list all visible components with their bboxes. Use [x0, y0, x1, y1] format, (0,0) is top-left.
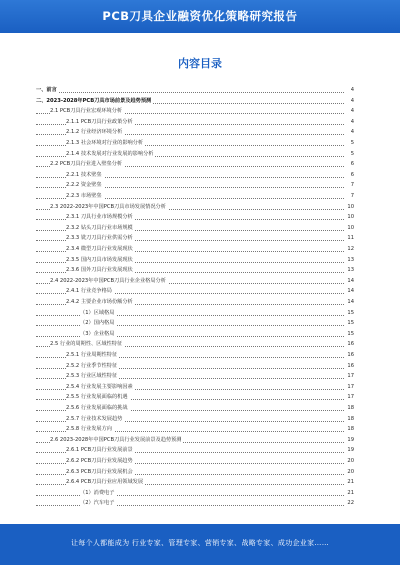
toc-entry-title: 2.4.1 行业竞争格局	[66, 288, 112, 295]
toc-entry-page: 15	[347, 320, 354, 327]
toc-entry-title: 2.5 行业的周期性、区域性特征	[50, 341, 123, 348]
toc-entry-title: 2.1.3 社会环境对行业的影响分析	[66, 140, 144, 146]
toc-entry[interactable]	[36, 287, 354, 296]
toc-entry[interactable]	[36, 277, 354, 286]
toc-entry-page: 6	[350, 161, 354, 168]
toc-entry-title: 2.1 PCB刀具行业宏观环境分析	[50, 108, 123, 115]
toc-entry-title: 2.3.6 国外刀具行业发展现状	[66, 267, 133, 274]
toc-entry-page: 13	[347, 267, 354, 274]
toc-entry[interactable]	[36, 203, 354, 212]
toc-entry-title: 2.1.2 行业经济环境分析	[66, 129, 123, 136]
toc-entry[interactable]	[36, 213, 354, 222]
report-title: PCB刀具企业融资优化策略研究报告	[102, 9, 298, 23]
toc-entry-page: 16	[347, 341, 354, 348]
toc-entry-title: 2.5.6 行业发展面临的挑战	[66, 405, 128, 411]
toc-entry[interactable]	[36, 404, 354, 413]
toc-entry-title: 2.3.4 微型刀具行业发展现状	[66, 246, 133, 252]
toc-entry-title: （2）汽车电子	[80, 500, 115, 507]
toc-entry[interactable]	[36, 372, 354, 381]
toc-entry-page: 14	[347, 277, 354, 284]
toc-entry[interactable]	[36, 171, 354, 180]
toc-entry-title: 2.2 PCB刀具行业进入壁垒分析	[50, 161, 123, 168]
toc-entry[interactable]	[36, 160, 354, 169]
toc-entry[interactable]	[36, 383, 354, 392]
toc-entry-page: 20	[347, 468, 354, 475]
toc-entry[interactable]	[36, 319, 354, 328]
toc-entry-title: 2.3.1 刀具行业市场规模分析	[66, 214, 133, 221]
toc-entry-title: 2.6.1 PCB刀具行业发展前景	[66, 447, 133, 454]
toc-entry-page: 12	[347, 246, 354, 252]
toc-entry[interactable]	[36, 446, 354, 455]
toc-entry-page: 18	[347, 415, 354, 422]
toc-entry-page: 18	[347, 405, 354, 411]
toc-entry[interactable]	[36, 468, 354, 477]
toc-entry-title: 二、2023-2028年PCB刀具市场前景及趋势预测	[36, 97, 152, 104]
toc-entry[interactable]	[36, 224, 354, 233]
toc-entry-page: 17	[347, 394, 354, 401]
toc-entry[interactable]	[36, 330, 354, 339]
toc-entry-title: 2.2.2 资金壁垒	[66, 182, 102, 189]
toc-entry[interactable]	[36, 340, 354, 349]
toc-entry[interactable]	[36, 266, 354, 275]
toc-entry-page: 18	[347, 426, 354, 433]
toc-entry-page: 10	[347, 214, 354, 221]
toc-entry-title: 2.2.3 市场壁垒	[66, 193, 102, 199]
footer-slogan: 让每个人都能成为 行业专家、管理专家、营销专家、战略专家、成功企业家……	[70, 539, 330, 547]
toc-entry-page: 5	[350, 150, 354, 157]
dot-leader	[36, 92, 344, 93]
toc-entry-title: 2.6 2023-2028年中国PCB刀具行业发展前景及趋势预测	[50, 436, 182, 443]
toc-entry-page: 16	[347, 352, 354, 358]
toc-entry-title: （1）消费电子	[80, 489, 115, 496]
toc-entry[interactable]	[36, 128, 354, 137]
toc-entry[interactable]	[36, 393, 354, 402]
toc-entry-page: 16	[347, 362, 354, 369]
toc-entry-page: 7	[350, 182, 354, 189]
toc-entry-title: （2）国内格局	[80, 320, 115, 327]
toc-entry-page: 21	[347, 479, 354, 486]
toc-entry-page: 15	[347, 330, 354, 337]
toc-entry-title: 2.4.2 主要企业市场份额分析	[66, 299, 133, 305]
footer-bar	[0, 524, 400, 565]
toc-entry-title: 2.1.4 技术发展对行业发展的影响分析	[66, 150, 154, 157]
toc-entry[interactable]	[36, 457, 354, 466]
toc-entry-title: 2.6.4 PCB刀具行业应用领域发展	[66, 479, 144, 486]
toc-entry-title: 2.3.3 铣刀刀具行业供需分析	[66, 235, 133, 242]
toc-entry-title: 2.5.1 行业周期性特征	[66, 352, 118, 358]
toc-entry[interactable]	[36, 489, 354, 498]
toc-entry-title: 2.5.5 行业发展面临的机遇	[66, 394, 128, 401]
toc-entry[interactable]	[36, 415, 354, 424]
toc-entry-page: 20	[347, 458, 354, 464]
toc-entry-title: 2.2.1 技术壁垒	[66, 171, 102, 178]
toc-entry-title: 2.5.4 行业发展主要影响因素	[66, 383, 133, 390]
toc-entry-page: 14	[347, 288, 354, 295]
toc-entry[interactable]	[36, 118, 354, 127]
toc-entry[interactable]	[36, 256, 354, 265]
toc-entry-title: （1）区域格局	[80, 309, 115, 316]
toc-entry-page: 14	[347, 299, 354, 305]
toc-entry-page: 4	[350, 108, 354, 115]
toc-entry[interactable]	[36, 86, 354, 95]
toc-entry-page: 10	[347, 224, 354, 231]
toc-entry[interactable]	[36, 436, 354, 445]
toc-entry[interactable]	[36, 139, 354, 148]
toc-entry-title: 2.5.7 行业技术发展趋势	[66, 415, 123, 422]
toc-entry[interactable]	[36, 298, 354, 307]
toc-entry[interactable]	[36, 107, 354, 116]
toc-entry-title: 2.3.2 钻头刀具行业市场规模	[66, 224, 133, 231]
toc-entry[interactable]	[36, 478, 354, 487]
toc-entry-page: 19	[347, 447, 354, 454]
toc-entry-page: 4	[350, 129, 354, 136]
toc-entry[interactable]	[36, 234, 354, 243]
toc-entry-title: 2.5.3 行业区域性特征	[66, 373, 118, 380]
toc-entry[interactable]	[36, 425, 354, 434]
toc-entry-title: 2.5.2 行业季节性特征	[66, 362, 118, 369]
toc-entry-title: 2.3 2022-2023年中国PCB刀具市场发展情况分析	[50, 203, 166, 210]
toc-entry-page: 19	[347, 436, 354, 443]
toc-entry-title: 2.1.1 PCB刀具行业政策分析	[66, 118, 133, 125]
toc-entry-title: 2.6.2 PCB刀具行业发展趋势	[66, 458, 133, 464]
toc-entry[interactable]	[36, 309, 354, 318]
toc-entry-title: 2.3.5 国内刀具市场发展现状	[66, 256, 133, 263]
toc-entry-title: 2.5.8 行业发展方向	[66, 426, 112, 433]
toc-entry-title: （3）企业格局	[80, 330, 115, 337]
toc-entry-page: 17	[347, 383, 354, 390]
toc-entry-page: 7	[350, 193, 354, 199]
toc-entry[interactable]	[36, 362, 354, 371]
toc-entry-page: 21	[347, 489, 354, 496]
header-bar	[0, 0, 400, 33]
toc-entry-title: 一、前言	[36, 87, 57, 93]
toc-entry-page: 10	[347, 203, 354, 210]
toc-entry-page: 4	[350, 118, 354, 125]
toc-entry[interactable]	[36, 499, 354, 508]
toc-entry-page: 11	[347, 235, 354, 242]
toc-entry-page: 4	[350, 97, 354, 104]
toc-entry[interactable]	[36, 181, 354, 190]
toc-entry-page: 5	[350, 140, 354, 146]
toc-entry[interactable]	[36, 150, 354, 159]
toc-entry[interactable]	[36, 192, 354, 201]
toc-entry[interactable]	[36, 245, 354, 254]
toc-entry-page: 15	[347, 309, 354, 316]
toc-entry[interactable]	[36, 97, 354, 106]
toc-entry[interactable]	[36, 351, 354, 360]
toc-entry-page: 22	[347, 500, 354, 507]
toc-entry-title: 2.4 2022-2023年中国PCB刀具行业企业格局分析	[50, 277, 166, 284]
toc-entry-page: 6	[350, 171, 354, 178]
toc-entry-page: 4	[350, 87, 354, 93]
toc-heading: 内容目录	[178, 57, 222, 70]
toc-entry-title: 2.6.3 PCB刀具行业发展机会	[66, 468, 133, 475]
toc-entry-page: 13	[347, 256, 354, 263]
toc-entry-page: 17	[347, 373, 354, 380]
